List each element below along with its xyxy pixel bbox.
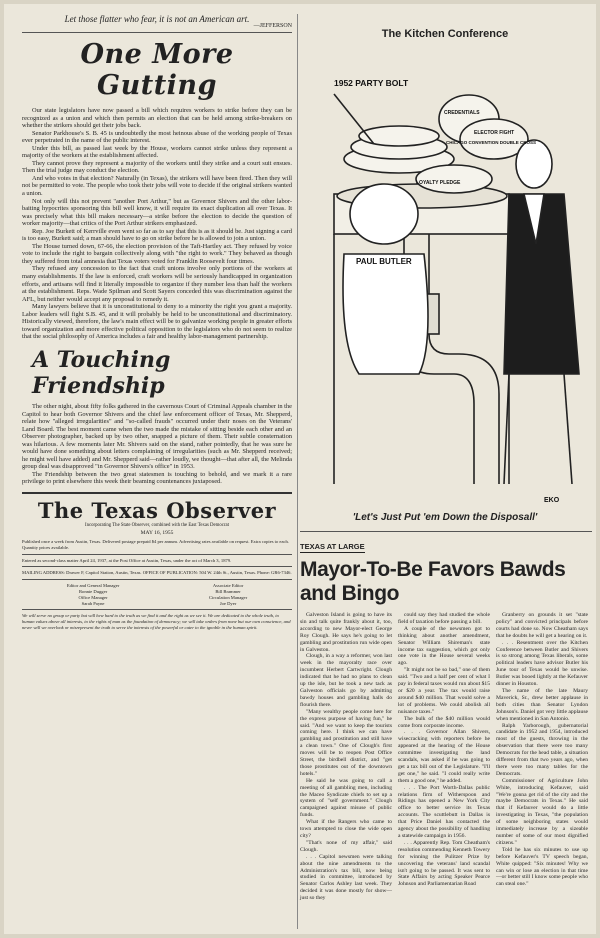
editorial-body-touching-friendship — [22, 403, 292, 486]
issue-date: MAY 16, 1955 — [140, 529, 174, 536]
paragraph: Granberry on grounds it set "state policy" and convicted principals before courts had done so. Now Cheatham says that he doubts he will get a hearing on it. — [496, 612, 588, 639]
label-paul-butler: PAUL BUTLER — [356, 257, 412, 266]
article-headline: Mayor-To-Be Favors Bawds and Bingo — [300, 558, 566, 605]
paragraph: Galveston Island is going to have its sin and talk quite frankly about it, too, according to new Mayor-elect George Roy Clough. He says he's going to let gambling and prostitution run wide open in Galveston. — [300, 612, 392, 653]
paragraph: "That's none of my affair," said Clough. — [300, 839, 392, 853]
cartoon-drawing — [304, 44, 586, 514]
artist-signature: EKO — [544, 497, 560, 504]
divider — [22, 579, 292, 580]
staff-name: Sarah Payne — [81, 600, 105, 606]
staff-name: Bill Brammer — [215, 588, 241, 594]
divider — [22, 566, 292, 567]
paragraph: The Friendship between the two great statesmen is touching to behold, and we mark it a rare privilege to print elsewhere this week their beaming countenances juxtaposed. — [22, 470, 292, 486]
paragraph: Told he has six minutes to use up before Kefauver's TV speech began, White quipped: "Six minutes! Why we can win or lose an election in that time—or better still I know some people who can steal one." — [496, 846, 588, 888]
staff-role: Editor and General Manager — [66, 583, 120, 589]
paragraph: Not only will this not prevent "another Port Arthur," but as Governor Shivers and the other labor-baiting hypocrites sponsoring this bill well know, it will require its exact duplication all over Texas. It was precisely what this bill makes necessary—a strike before the election to decide the question of worker majority—that critics of the Port Arthur strikers emphasized. — [22, 197, 292, 228]
paragraph: . . . Capitol newsmen were talking about the nine amendments to the Administration's tax bill, now being studied in committee, introduced by Senator Carlos Ashley last week. They decided it was done mostly for show—just so they — [300, 853, 392, 902]
texas-at-large-section — [300, 536, 592, 902]
editorial-title-one-more-gutting: One More Gutting — [80, 39, 234, 101]
figure-right-jacket — [504, 194, 579, 374]
paragraph: They refused any concession to the fact that craft unions involve only portions of the workers at many establishments. If the law is enforced, craft workers will be seriously handicapped in organization efforts, and artisans will find it literally impossible to organize if they number less than half the workers at the establishment. Reps. Wade Spilman and Scott Sayers conceded this was discrimination against the AFL, but neither would accept any proposal to remedy it. — [22, 265, 292, 303]
cartoon-caption: 'Let's Just Put 'em Down the Disposall' — [352, 512, 538, 523]
divider — [300, 531, 592, 532]
paragraph: "It might not be so bad," one of them said. "Two and a half per cent of what I pay in federal taxes would run about $15 or $20 a year. The tax would raise around $40 million. That would solve a lot of problems. We could abolish all nuisance taxes." — [398, 667, 490, 715]
paragraph: Senator Parkhouse's S. B. 45 is undoubtedly the most heinous abuse of the working people of Texas ever perpetrated in the name of the public interest. — [22, 129, 292, 145]
newspaper-page — [4, 4, 596, 934]
entry-note: Entered as second-class matter April 24, 1937, at the Post Office at Austin, Texas, under the act of March 3, 1879. — [22, 557, 232, 563]
paragraph: And who votes in that election? Naturally (in Texas), the strikers will have been fired. Then they will not be permitted to vote. The people who took their jobs will vote to decide if the original strikers wanted a union. — [22, 174, 292, 198]
paragraph: "Many wealthy people come here for the express purpose of having fun," he said. "And we want to keep the tourists coming here. I think we can have gambling and prostitution and still have a clean town." One of Clough's first moves will be to reopen Post Office Street, the birdbell district, and "get those prostitutes out of the downtown hotels." — [300, 708, 392, 777]
epigraph-source: —JEFFERSON — [253, 23, 292, 29]
disposal-pipe — [429, 234, 499, 484]
paragraph: Rep. Joe Burkett of Kerrville even went so far as to say that this is as it should be. Just signing a card is too easy, Burkett said; a man should have to go on strike before he is allowed to join a union. — [22, 227, 292, 243]
paragraph: . . . The Port Worth-Dallas public relations firm of Witherspoon and Ridings has opened a New York City office to better service its Texas accounts. The scuttlebutt in Dallas is that Price Daniel has contacted the agency about the possibility of handling a statewide campaign in 1956. — [398, 784, 490, 839]
dish-plate — [416, 165, 492, 193]
article-column-1 — [300, 612, 392, 902]
article-columns — [300, 612, 592, 902]
paragraph: . . . Governor Allan Shivers, wisecracking with reporters before he appeared at the hearing of the House committee investigating the land scandals, was asked if he was going to get a tax bill out of the Legislature. "I'll get one," he said. "I could really write them a good one," he added. — [398, 729, 490, 784]
paragraph: He said he was going to call a meeting of all gambling men, including the Maceo Syndicate chiefs to set up a system of "self government." Clough campaigned against misuse of public funds. — [300, 777, 392, 819]
masthead-subtitle: Incorporating The State Observer, combined with the East Texas Democrat — [85, 522, 229, 528]
staff-role: Office Manager — [78, 594, 108, 600]
staff-box — [22, 583, 292, 606]
editorial-creed: We will serve no group or party but will hew hard to the truth as we find it and the right as we see it. We are dedicated to the whole truth, to human values above all interests, to the rights of man as the foundation of democracy; we will take orders from none but our own conscience, and never will we overlook or misrepresent the truth to serve the interests of the powerful or cater to the ignoble in the human spirit. — [22, 613, 291, 630]
staff-name: Ronnie Dugger — [78, 588, 108, 594]
paragraph: Under this bill, as passed last week by the House, workers cannot strike unless they represent a majority of the workers at the establishment affected. — [22, 144, 292, 160]
label-loyalty: LOYALTY PLEDGE — [416, 180, 461, 186]
cartoon-title: The Kitchen Conference — [381, 28, 509, 40]
staff-name: Joe Dyer — [219, 600, 237, 606]
figure-right-head — [516, 140, 552, 188]
paragraph: What if the Rangers who came to town attempted to close the wide open city? — [300, 819, 392, 839]
label-chicago: CHICAGO CONVENTION DOUBLE CROSS — [446, 140, 537, 145]
editorial-cartoon — [304, 14, 586, 529]
staff-right — [209, 583, 247, 606]
dish-plate — [359, 126, 439, 146]
paragraph: Many lawyers believe that it is unconstitutional to deny to a minority the right you grant a majority. Labor leaders will fight S.B. 45, and it will probably be held to be unconstitutional and discriminatory. Historically viewed, therefore, the law's main effect will be to galvanize working people in greater efforts toward organization and more effective political opposition to the legislators who do not seem to realize that the social philosophy of America includes a fair and healthy labor-management partnership. — [22, 303, 292, 341]
paragraph: The name of the late Maury Maverick, Sr., drew better applause in both cities than Senator Lyndon Johnson's. Daniel got very little applause when mentioned in San Antonio. — [496, 687, 588, 722]
figure-left-body — [343, 254, 428, 374]
divider — [22, 32, 292, 33]
paragraph: Ralph Yarborough, gubernatorial candidate in 1952 and 1954, introduced most of the guests, throwing in the observation that there were too many Democrats for the head table, a situation different from that two years ago, when there were too many tables for the Democrats. — [496, 722, 588, 777]
staff-left — [67, 583, 119, 606]
label-credentials: CREDENTIALS — [444, 110, 480, 116]
article-column-3 — [496, 612, 588, 902]
epigraph: Let those flatter who fear, it is not an American art. — [64, 14, 250, 24]
pan-handle — [334, 94, 374, 144]
editorial-title-touching-friendship: A Touching Friendship — [32, 346, 171, 399]
label-elector: ELECTOR FIGHT — [474, 130, 515, 136]
paragraph: The other night, about fifty folks gathered in the cavernous Court of Criminal Appeals chamber in the Capitol to hear both Governor Shivers and the chief law enforcement officer of Texas, Mr. Shepperd, relate how "alleged irregularities" and "so-called frauds" occurred under their noses on the Veterans' Land Board. The best moment came when the two made the mistake of sitting beside each other and an Observer photographer, backed up by two other, snapped a picture of them. Their subtle consternation was hilarious. A few moments later Mr. Shivers said on the stand, rather pointedly, that he was sure he would have done something about letters complaining of irregularities (such as Mr. Shepperd received; he might well have added) and Mr. Shepperd said—rather loudly, we thought—that after all, the Melinda group deal was disapproved "in Governor Shivers's office" in 1953. — [22, 402, 292, 471]
paragraph: The bulk of the $40 million would come from corporate income. — [398, 715, 490, 729]
column-divider — [297, 14, 298, 929]
figure-left-head — [350, 184, 418, 244]
article-column-2 — [398, 612, 490, 902]
mailing-address: MAILING ADDRESS: Drawer F, Capitol Station, Austin, Texas. OFFICE OF PUBLICATION: 504 W. 24th St., Austin, Texas. Phone: GR6-7346. — [22, 570, 292, 576]
masthead-title: The Texas Observer — [37, 497, 277, 523]
label-party-bolt: 1952 PARTY BOLT — [334, 78, 409, 88]
paragraph: Clough, in a way a reformer, won last week in the mayoralty race over incumbent Herbert Cartwright. Clough indicated that he had no plans to clean up the isle, but he took a new tack as Galveston officials go by admitting bawdy houses and gambling halls do flourish there. — [300, 653, 392, 708]
masthead — [22, 492, 292, 631]
divider — [22, 554, 292, 555]
paragraph: A couple of the newsmen got to thinking about another amendment, Senator William Shireman's state income tax suggestion, which got only one vote in the House several weeks ago. — [398, 625, 490, 667]
staff-role: Circulation Manager — [208, 594, 248, 600]
paragraph: . . . Apparently Rep. Tom Cheatham's resolution commending Kenneth Towery for winning the Pulitzer Prize by uncovering the veterans' land scandal isn't going to be passed. It was sent to State Affairs by acting Speaker Pearce Johnson and Parliamentarian Road — [398, 839, 490, 888]
paragraph: . . . Resentment over the Kitchen Conference between Butler and Shivers is so strong among Texas liberals, some political leaders have advisor Butler his June tour of Texas would be unwise. Butler was booed lightly at the Kefauver dinner in Houston. — [496, 639, 588, 688]
divider — [22, 609, 292, 610]
figure-right-leg — [564, 374, 572, 484]
paragraph: The House turned down, 67-66, the election provision of the Taft-Hartley act. They refused by voice vote to include the right to bargain collectively along with "the right to work." They behaved as though they suffered from total amnesia that Texas voters voted for Franklin Roosevelt four times. — [22, 242, 292, 265]
staff-role: Associate Editor — [212, 583, 244, 589]
paragraph: could say they had studied the whole field of taxation before passing a bill. — [398, 612, 490, 625]
editorial-body-one-more-gutting — [22, 107, 292, 341]
section-label: TEXAS AT LARGE — [300, 542, 365, 551]
paragraph: Commissioner of Agriculture John White, introducing Kefauver, said "We're gonna get rid of the city and the maybe Democrats in Texas." He said that if Kefauver would do a little investigating in Texas, "the population of some neighboring states would immediately increase by a sizeable number of some of our most dignified citizens." — [496, 777, 588, 846]
paragraph: They cannot prove they represent a majority of the workers until they strike and a court suit ensues. Then the trial judge may conduct the election. — [22, 159, 292, 175]
editorial-column — [22, 14, 292, 631]
publication-note: Published once a week from Austin, Texas. Delivered postage prepaid $4 per annum. Advertising rates available on request. Extra copies to each. Quantity prices available. — [22, 538, 289, 550]
paragraph: Our state legislators have now passed a bill which requires workers to strike before they can be recognized as a union and which then permits an election that can be held among strike-breakers on whether the strikers should get their jobs back. — [22, 107, 292, 130]
